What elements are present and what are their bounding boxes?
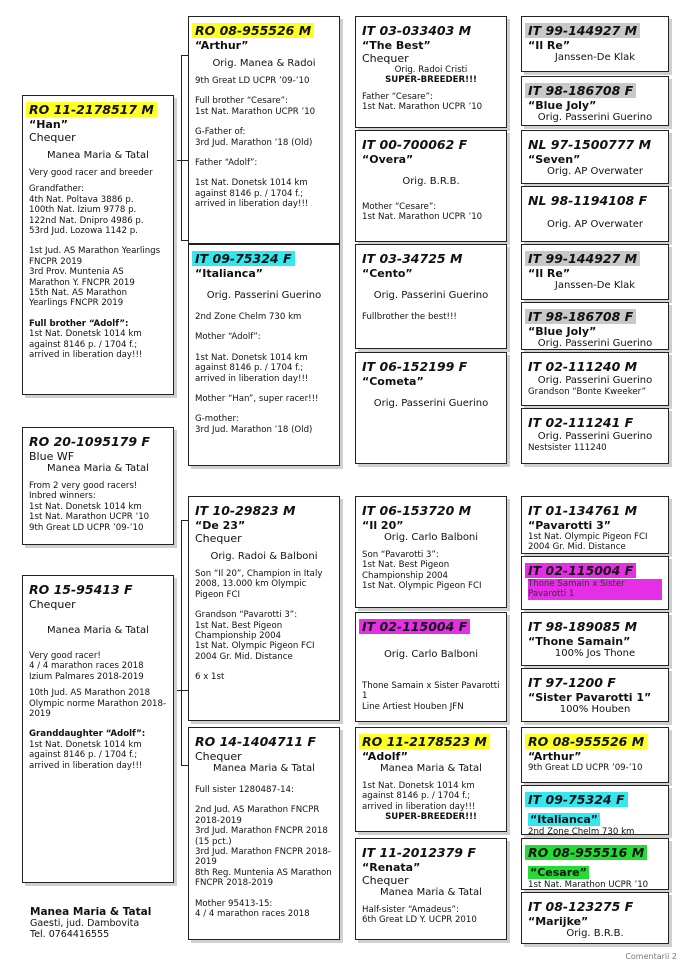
parent-line: Mother “Han”, super racer!!!	[195, 394, 319, 405]
subject-result: 15th Nat. AS Marathon Yearlings FNCPR 2019	[29, 288, 128, 309]
ancestor-ring: RO 08-955516 M	[525, 845, 647, 860]
ancestor-ring: RO 08-955526 M	[525, 734, 647, 749]
ancestor-name: “Il Re”	[528, 39, 571, 52]
parent-owner: Orig. Passerini Guerino	[206, 290, 322, 301]
ancestor-owner: 100% Houben	[559, 704, 631, 715]
ancestor-card	[521, 76, 669, 126]
parent-line: 1st Nat. Donetsk 1014 km against 8146 p. / 1704 f.; arrived in liberation day!!!	[195, 352, 309, 384]
ancestor-name: “Blue Joly”	[528, 99, 597, 112]
pair-female-color: Blue WF	[29, 450, 75, 463]
ancestor-name: “Seven”	[528, 153, 581, 166]
ancestor-name: “Blue Joly”	[528, 325, 597, 338]
subject-line: 100th Nat. Izium 9778 p.	[29, 205, 137, 216]
grandparent-card	[355, 496, 507, 608]
pair-female-ring: RO 20-1095179 F	[29, 434, 150, 449]
grandparent-owner: Manea Maria & Tatal	[380, 763, 482, 774]
grandparent-card	[355, 352, 507, 464]
parent-ring: IT 10-29823 M	[195, 503, 296, 518]
ancestor-card	[521, 130, 669, 184]
breeder-footer	[30, 906, 180, 940]
parent-line: 2nd Jud. AS Marathon FNCPR 2018-2019 3rd Jud. Marathon FNCPR 2018 (15 pct.) 3rd Jud. Marathon FNCPR 2018-2019 8th Reg. Muntenia AS Marathon FNCPR 2018-2019	[195, 805, 332, 889]
parent-line: 6 x 1st	[195, 672, 225, 683]
subject-line: 53rd Jud. Lozowa 1142 p.	[29, 226, 138, 237]
grandparent-card	[355, 612, 507, 722]
breeder-name: Manea Maria & Tatal	[30, 906, 152, 918]
parent-line: 2nd Zone Chelm 730 km	[195, 312, 302, 322]
grandparent-card	[355, 838, 507, 940]
ancestor-line: 1st Nat. Marathon UCPR ’10	[528, 880, 649, 890]
ancestor-card	[521, 838, 669, 890]
ancestor-line: Grandson “Bonte Kweeker”	[528, 387, 646, 397]
ancestor-ring: NL 97-1500777 M	[528, 137, 652, 152]
subject-result: 3rd Prov. Muntenia AS Marathon Y. FNCPR 2019	[29, 267, 135, 288]
subject-color: Chequer	[29, 131, 76, 144]
ancestor-ring: IT 99-144927 M	[525, 23, 640, 38]
grandparent-name: “Il 20”	[362, 519, 404, 532]
grandparent-line: Fullbrother the best!!!	[362, 312, 457, 322]
subject-result: 1st Jud. AS Marathon Yearlings FNCPR 2019	[29, 246, 161, 267]
grandparent-ring: IT 06-153720 M	[362, 503, 472, 518]
parent-line: 1st Nat. Donetsk 1014 km against 8146 p. / 1704 f.; arrived in liberation day!!!	[195, 178, 309, 210]
grandparent-owner: Orig. Carlo Balboni	[383, 532, 479, 543]
ancestor-name: “Marijke”	[528, 915, 589, 928]
grandparent-ring: IT 02-115004 F	[359, 619, 470, 634]
breeder-address: Gaesti, jud. Dambovita	[30, 918, 140, 929]
grandparent-ring: IT 00-700062 F	[362, 137, 468, 152]
ancestor-ring: IT 02-111240 M	[528, 359, 638, 374]
subject-line: 122nd Nat. Dnipro 4986 p.	[29, 215, 144, 226]
grandparent-ring: IT 03-34725 M	[362, 251, 463, 266]
parent-card	[188, 727, 340, 940]
ancestor-card	[521, 727, 669, 783]
ancestor-card	[521, 556, 669, 610]
pair-female-line: From 2 very good racers!	[29, 481, 138, 491]
parent-line: 9th Great LD UCPR ’09-’10	[195, 76, 310, 86]
parent-color: Chequer	[195, 532, 242, 545]
second-subject-owner: Manea Maria & Tatal	[47, 625, 149, 636]
pair-female-line: 1st Nat. Marathon UCPR ’10	[29, 512, 150, 523]
page-label: Comentarii 2	[625, 952, 677, 961]
second-subject-line: Olympic norme Marathon 2018-2019	[29, 698, 167, 720]
ancestor-name: “Thone Samain”	[528, 635, 631, 648]
grandparent-line: Mother “Cesare”: 1st Nat. Marathon UCPR ’10	[362, 202, 483, 223]
second-subject-line: 10th Jud. AS Marathon 2018	[29, 688, 151, 699]
parent-line: Full sister 1280487-14:	[195, 785, 294, 795]
ancestor-card	[521, 785, 669, 835]
ancestor-owner: Orig. Passerini Guerino	[537, 431, 653, 442]
ancestor-ring: IT 97-1200 F	[528, 675, 616, 690]
ancestor-card	[521, 892, 669, 944]
grandparent-ring: IT 03-033403 M	[362, 23, 472, 38]
subject-line: Very good racer and breeder	[29, 168, 153, 178]
parent-line: Son “Il 20”, Champion in Italy 2008, 13.000 km Olympic Pigeon FCI	[195, 569, 323, 600]
ancestor-ring: IT 08-123275 F	[528, 899, 634, 914]
ancestor-card	[521, 186, 669, 242]
parent-owner: Orig. Radoi & Balboni	[210, 551, 318, 562]
grandparent-owner: Orig. Passerini Guerino	[373, 290, 489, 301]
grandparent-extra: SUPER-BREEDER!!!	[385, 812, 477, 823]
ancestor-ring: IT 02-111241 F	[528, 415, 634, 430]
ancestor-card	[521, 352, 669, 406]
ancestor-name: “Pavarotti 3”	[528, 519, 611, 532]
grandparent-card	[355, 130, 507, 242]
ancestor-ring: NL 98-1194108 F	[528, 193, 648, 208]
ancestor-name: “Il Re”	[528, 267, 571, 280]
grandparent-name: “Renata”	[362, 861, 421, 874]
ancestor-owner: Orig. AP Overwater	[546, 166, 644, 177]
breeder-phone: Tel. 0764416555	[30, 929, 110, 940]
ancestor-owner: Orig. B.R.B.	[566, 928, 624, 939]
ancestor-owner: Orig. Passerini Guerino	[537, 338, 653, 349]
grandparent-name: “Overa”	[362, 153, 414, 166]
subject-line: Grandfather:	[29, 184, 85, 195]
grandparent-owner: Orig. Carlo Balboni	[383, 649, 479, 660]
ancestor-card	[521, 668, 669, 722]
ancestor-line: Nestsister 111240	[528, 443, 607, 453]
ancestor-owner: Orig. Passerini Guerino	[537, 112, 653, 123]
grandparent-ring: IT 06-152199 F	[362, 359, 468, 374]
ancestor-owner: Orig. AP Overwater	[546, 219, 644, 230]
parent-line: Mother “Adolf”:	[195, 332, 261, 343]
parent-line: Full brother “Cesare”: 1st Nat. Marathon UCPR ’10	[195, 96, 316, 117]
subject-line: 4th Nat. Poltava 3886 p.	[29, 194, 134, 205]
subject-ring: RO 11-2178517 M	[26, 102, 157, 117]
pair-female-line: 1st Nat. Donetsk 1014 km	[29, 501, 142, 512]
parent-ring: RO 14-1404711 F	[195, 734, 316, 749]
second-subject-line: 4 / 4 marathon races 2018	[29, 661, 144, 672]
subject-owner: Manea Maria & Tatal	[47, 150, 149, 161]
grandparent-extra: SUPER-BREEDER!!!	[385, 75, 477, 86]
ancestor-ring: IT 98-189085 M	[528, 619, 638, 634]
parent-card	[188, 16, 340, 244]
ancestor-name: “Arthur”	[528, 750, 582, 763]
ancestor-ring: IT 02-115004 F	[525, 563, 636, 578]
ancestor-name: “Sister Pavarotti 1”	[528, 691, 652, 704]
ancestor-card	[521, 408, 669, 464]
grandparent-card	[355, 16, 507, 128]
grandparent-owner: Orig. Radoi Cristi	[394, 65, 468, 75]
ancestor-ring: IT 99-144927 M	[525, 251, 640, 266]
ancestor-ring: IT 98-186708 F	[525, 309, 636, 324]
second-subject-grand-result: 1st Nat. Donetsk 1014 km against 8146 p. / 1704 f.; arrived in liberation day!!!	[29, 739, 143, 771]
parent-name: “Arthur”	[195, 39, 249, 52]
ancestor-card	[521, 496, 669, 554]
ancestor-line: 1st Nat. Olympic Pigeon FCI 2004 Gr. Mid. Distance	[528, 532, 648, 553]
subject-name: “Han”	[29, 118, 68, 131]
grandparent-owner: Manea Maria & Tatal	[380, 887, 482, 898]
grandparent-ring: IT 11-2012379 F	[362, 845, 476, 860]
ancestor-line: Thone Samain x Sister Pavarotti 1	[528, 579, 662, 600]
ancestor-name: “Italianca”	[530, 813, 598, 826]
grandparent-owner: Orig. B.R.B.	[402, 176, 460, 187]
ancestor-card	[521, 302, 669, 350]
parent-line: Father “Adolf”:	[195, 158, 258, 169]
grandparent-owner: Orig. Passerini Guerino	[373, 398, 489, 409]
pair-female-card	[22, 427, 174, 545]
second-subject-grand: Granddaughter “Adolf”:	[29, 729, 146, 740]
pair-female-owner: Manea Maria & Tatal	[47, 463, 149, 474]
ancestor-card	[521, 244, 669, 300]
ancestor-owner: Janssen-De Klak	[554, 52, 636, 63]
grandparent-card	[355, 727, 507, 832]
ancestor-owner: 100% Jos Thone	[554, 648, 636, 659]
ancestor-card	[521, 16, 669, 72]
ancestor-line: 9th Great LD UCPR ’09-’10	[528, 763, 643, 773]
ancestor-card	[521, 612, 669, 666]
subject-card	[22, 95, 174, 395]
grandparent-name: “Adolf”	[362, 750, 409, 763]
grandparent-ring: RO 11-2178523 M	[359, 734, 490, 749]
grandparent-line: Half-sister “Amadeus”: 6th Great LD Y. UCPR 2010	[362, 905, 477, 926]
second-subject-line: Very good racer!	[29, 651, 101, 661]
grandparent-line: 1st Nat. Donetsk 1014 km against 8146 p. / 1704 f.; arrived in liberation day!!!	[362, 781, 476, 812]
ancestor-ring: IT 01-134761 M	[528, 503, 638, 518]
grandparent-line: Father “Cesare”: 1st Nat. Marathon UCPR ’10	[362, 91, 483, 113]
parent-ring: IT 09-75324 F	[192, 251, 295, 266]
subject-brother-result: 1st Nat. Donetsk 1014 km against 8146 p. / 1704 f.; arrived in liberation day!!!	[29, 329, 143, 361]
parent-line: Grandson “Pavarotti 3”: 1st Nat. Best Pigeon Championship 2004 1st Nat. Olympic Pigeon FCI 2004 Gr. Mid. Distance	[195, 610, 315, 662]
grandparent-name: “Cometa”	[362, 375, 424, 388]
grandparent-line: Son “Pavarotti 3”: 1st Nat. Best Pigeon Championship 2004 1st Nat. Olympic Pigeon FCI	[362, 550, 482, 592]
grandparent-line: Thone Samain x Sister Pavarotti 1 Line Artiest Houben JFN	[362, 681, 500, 712]
ancestor-line: 2nd Zone Chelm 730 km	[528, 827, 635, 835]
ancestor-ring: IT 98-186708 F	[525, 83, 636, 98]
parent-name: “Italianca”	[195, 267, 263, 280]
subject-brother: Full brother “Adolf”:	[29, 318, 129, 329]
pair-female-line: 9th Great LD UCPR ’09-’10	[29, 522, 144, 533]
grandparent-card	[355, 244, 507, 349]
parent-owner: Manea Maria & Tatal	[213, 763, 315, 774]
second-subject-ring: RO 15-95413 F	[29, 582, 133, 597]
ancestor-name: “Cesare”	[530, 866, 587, 879]
pair-female-line: Inbred winners:	[29, 491, 96, 502]
grandparent-color: Chequer	[362, 52, 409, 65]
parent-card	[188, 496, 340, 721]
parent-line: G-mother: 3rd Jud. Marathon ’18 (Old)	[195, 414, 313, 435]
grandparent-name: “The Best”	[362, 39, 431, 52]
parent-name: “De 23”	[195, 519, 246, 532]
parent-ring: RO 08-955526 M	[192, 23, 314, 38]
ancestor-owner: Orig. Passerini Guerino	[537, 375, 653, 386]
ancestor-owner: Janssen-De Klak	[554, 280, 636, 291]
parent-owner: Orig. Manea & Radoi	[212, 58, 316, 69]
grandparent-name: “Cento”	[362, 267, 413, 280]
parent-line: Mother 95413-15: 4 / 4 marathon races 2018	[195, 898, 310, 920]
ancestor-ring: IT 09-75324 F	[525, 792, 628, 807]
second-subject-color: Chequer	[29, 598, 76, 611]
parent-card	[188, 244, 340, 466]
parent-line: G-Father of: 3rd Jud. Marathon ’18 (Old)	[195, 127, 313, 148]
parent-color: Chequer	[195, 750, 242, 763]
grandparent-color: Chequer	[362, 874, 409, 887]
second-subject-line: Izium Palmares 2018-2019	[29, 671, 144, 682]
second-subject-card	[22, 575, 174, 883]
